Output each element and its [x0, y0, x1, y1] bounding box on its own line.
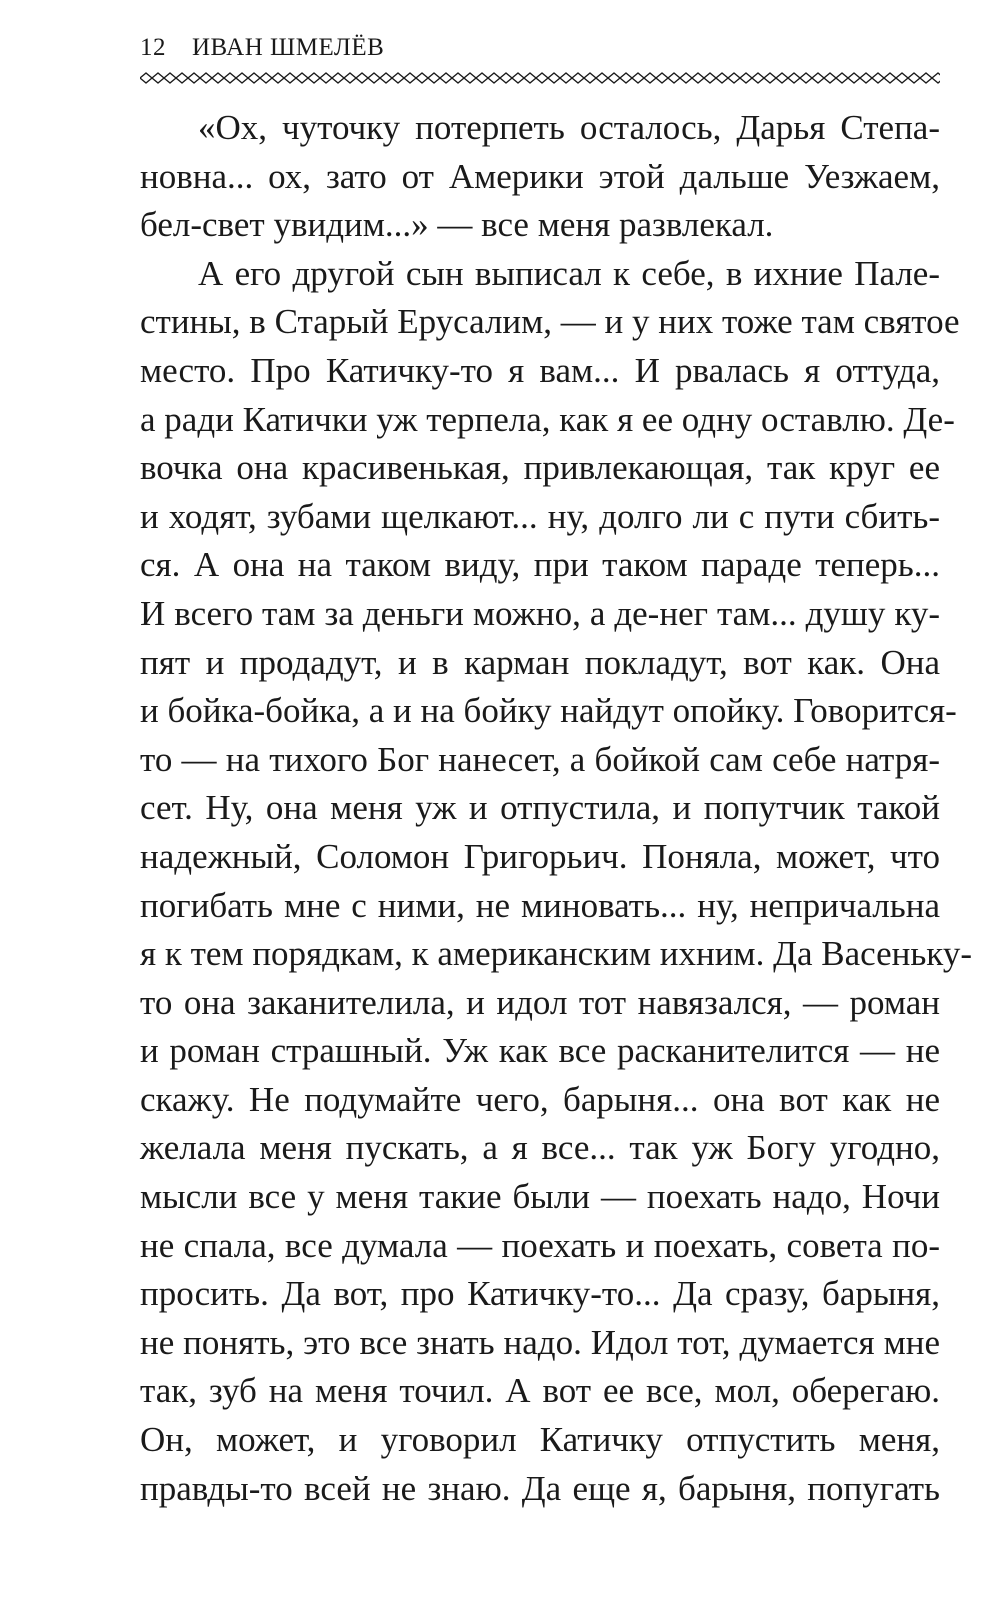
- text-line: Он, может, и уговорил Катичку отпустить меня,: [140, 1420, 940, 1460]
- text-line: мысли все у меня такие были — поехать надо, Ночи: [140, 1177, 940, 1217]
- text-line: новна... ох, зато от Америки этой дальше Уезжаем,: [140, 156, 940, 196]
- text-line: и бойка-бойка, а и на бойку найдут опойку. Говорится-: [140, 691, 957, 731]
- text-line: надежный, Соломон Григорьич. Поняла, может, что: [140, 836, 940, 876]
- text-line: просить. Да вот, про Катичку-то... Да сразу, барыня,: [140, 1274, 940, 1314]
- text-line: пят и продадут, и в карман покладут, вот как. Она: [140, 642, 940, 682]
- text-line: то она заканителила, и идол тот навязался, — роман: [140, 982, 940, 1022]
- body-text: [140, 104, 972, 1513]
- text-line: желала меня пускать, а я все... так уж Богу угодно,: [140, 1128, 940, 1168]
- text-line: я к тем порядкам, к американским ихним. Да Васеньку-: [140, 934, 972, 974]
- text-line: бел-свет увидим...» — все меня развлекал.: [140, 205, 774, 245]
- running-head: [140, 34, 384, 62]
- running-title: ИВАН ШМЕЛЁВ: [192, 34, 385, 61]
- text-line: а ради Катички уж терпела, как я ее одну оставлю. Де-: [140, 399, 955, 439]
- text-line: так, зуб на меня точил. А вот ее все, мол, оберегаю.: [140, 1371, 940, 1411]
- text-line: место. Про Катичку-то я вам... И рвалась я оттуда,: [140, 350, 940, 390]
- text-line: вочка она красивенькая, привлекающая, так круг ее: [140, 448, 940, 488]
- text-line: не понять, это все знать надо. Идол тот, думается мне: [140, 1322, 940, 1362]
- text-line: и ходят, зубами щелкают... ну, долго ли с пути сбить-: [140, 496, 940, 536]
- text-line: А его другой сын выписал к себе, в ихние Пале-: [198, 253, 940, 293]
- page-number: 12: [140, 34, 166, 61]
- text-line: ся. А она на таком виду, при таком параде теперь...: [140, 545, 940, 585]
- ornamental-rule: [140, 70, 940, 86]
- text-line: «Ох, чуточку потерпеть осталось, Дарья Степа-: [198, 108, 940, 147]
- text-line: правды-то всей не знаю. Да еще я, барыня, попугать: [140, 1468, 940, 1508]
- text-line: погибать мне с ними, не миновать... ну, непричальна: [140, 885, 940, 925]
- text-line: скажу. Не подумайте чего, барыня... она вот как не: [140, 1079, 940, 1119]
- text-line: И всего там за деньги можно, а де-нег там... душу ку-: [140, 593, 940, 633]
- text-line: то — на тихого Бог нанесет, а бойкой сам себе натря-: [140, 739, 940, 779]
- text-line: и роман страшный. Уж как все расканителится — не: [140, 1031, 940, 1071]
- text-line: сет. Ну, она меня уж и отпустила, и попутчик такой: [140, 788, 940, 828]
- text-line: не спала, все думала — поехать и поехать, совета по-: [140, 1225, 940, 1265]
- text-line: стины, в Старый Ерусалим, — и у них тоже там святое: [140, 302, 960, 342]
